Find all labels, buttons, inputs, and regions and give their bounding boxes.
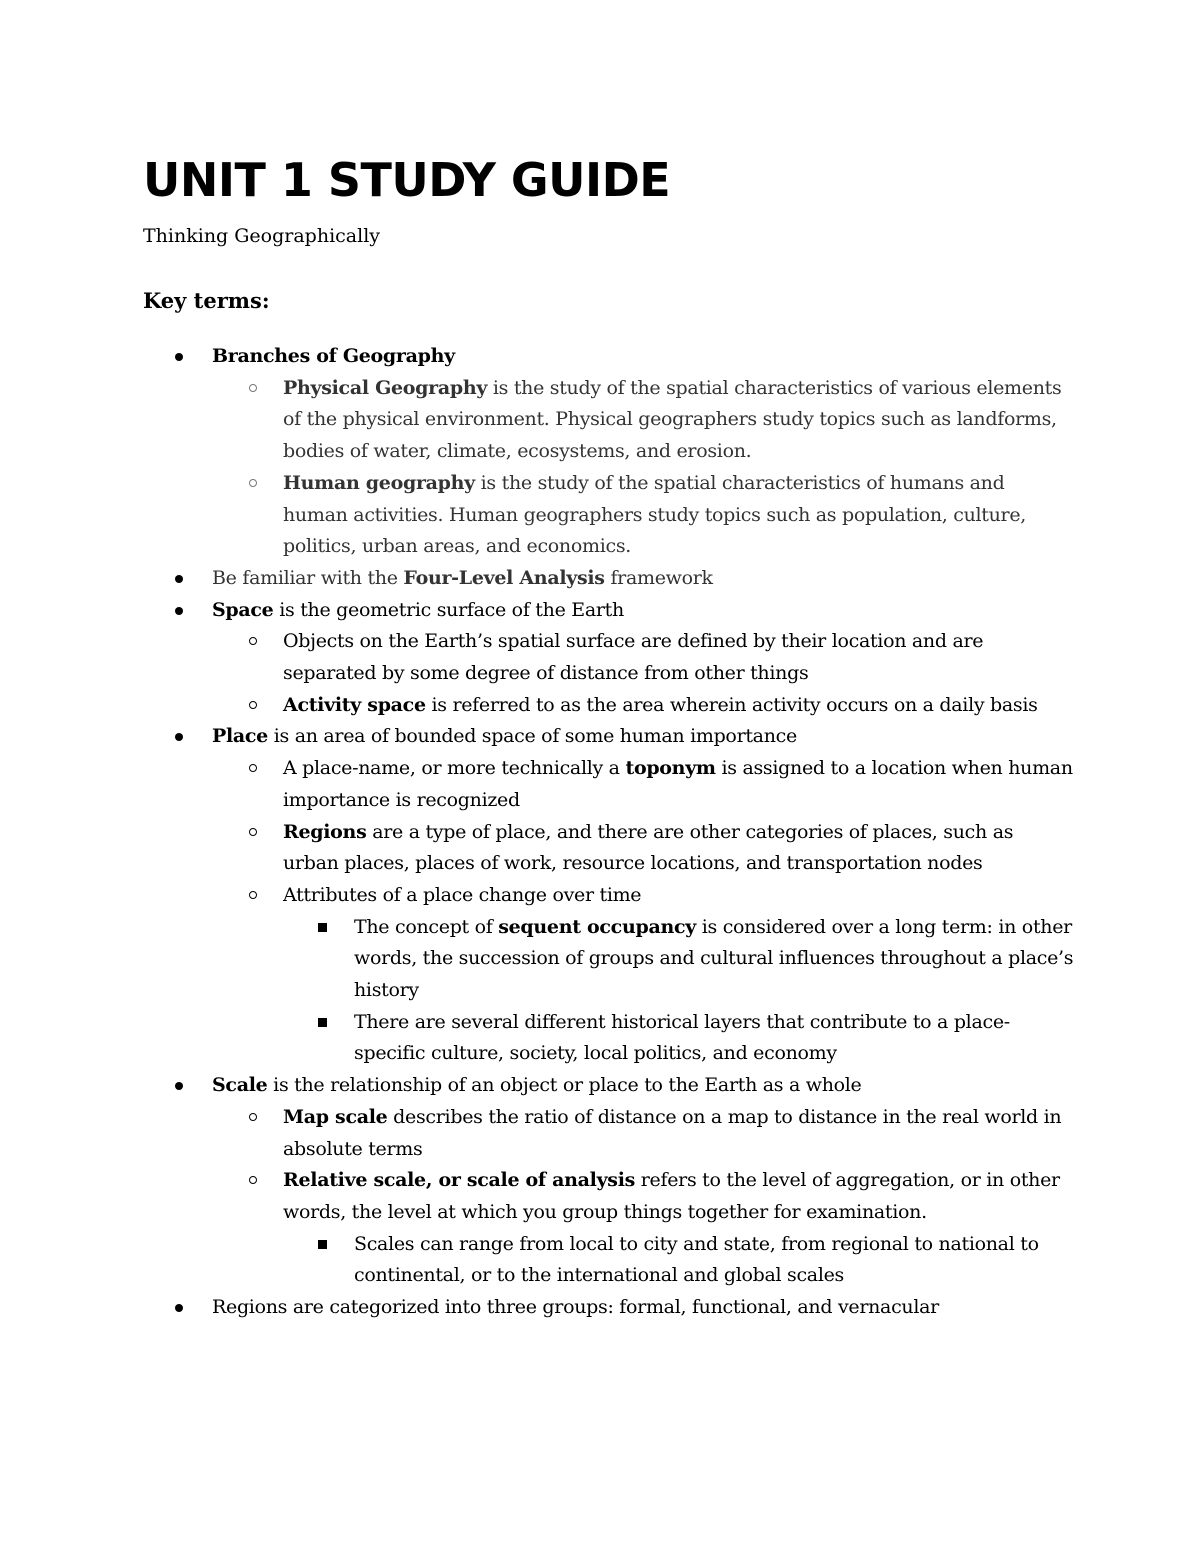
bullet-circle-icon: [249, 891, 257, 899]
toponym-before: A place-name, or more technically a: [283, 757, 626, 780]
place-definition: is an area of bounded space of some human importance: [267, 725, 797, 748]
list-item-scale-range: [354, 1229, 1074, 1292]
term-space: Space: [212, 598, 274, 621]
regions-groups-text: Regions are categorized into three groups: formal, functional, and vernacular: [212, 1296, 939, 1319]
sequent-before: The concept of: [354, 915, 499, 938]
bullet-square-icon: [318, 923, 327, 932]
term-human-geography: Human geography: [283, 471, 475, 494]
term-regions: Regions: [283, 820, 367, 843]
bullet-disc-icon: [175, 607, 183, 615]
bullet-disc-icon: [175, 353, 183, 361]
four-level-after: framework: [604, 566, 713, 589]
list-item-historical-layers: [354, 1007, 1074, 1070]
bullet-circle-icon: [249, 764, 257, 772]
key-terms-outline: [0, 341, 1200, 1324]
key-terms-heading: Key terms:: [143, 288, 270, 313]
list-item-human-geography: [283, 468, 1073, 563]
list-item-activity-space: [283, 690, 1073, 722]
term-activity-space: Activity space: [283, 693, 426, 716]
term-physical-geography: Physical Geography: [283, 376, 488, 399]
list-item-regions: [212, 1292, 1072, 1324]
list-item-attributes: [283, 880, 1073, 912]
term-map-scale: Map scale: [283, 1105, 388, 1128]
historical-layers-text: There are several different historical layers that contribute to a place-specific culture, society, local politics, and economy: [354, 1010, 1010, 1065]
scale-range-text: Scales can range from local to city and state, from regional to national to continental, or to the international and global scales: [354, 1232, 1039, 1287]
list-item-space: [212, 595, 1072, 627]
bullet-square-icon: [318, 1240, 327, 1249]
bullet-disc-icon: [175, 1304, 183, 1312]
toponym-after: is assigned to a location when human importance is recognized: [283, 757, 1073, 811]
bullet-square-icon: [318, 1018, 327, 1027]
term-four-level-analysis: Four-Level Analysis: [403, 566, 605, 589]
list-item-toponym: [283, 753, 1073, 816]
list-item-four-level: [212, 563, 1072, 595]
list-item-scale: [212, 1070, 1072, 1102]
term-branches: Branches of Geography: [212, 345, 455, 367]
term-sequent-occupancy: sequent occupancy: [498, 915, 696, 938]
activity-space-definition: is referred to as the area wherein activity occurs on a daily basis: [425, 693, 1038, 716]
bullet-disc-icon: [175, 733, 183, 741]
list-item-place: [212, 721, 1072, 753]
bullet-circle-icon: [249, 1176, 257, 1184]
bullet-circle-icon: [249, 637, 257, 645]
map-scale-definition: describes the ratio of distance on a map to distance in the real world in absolute terms: [283, 1105, 1062, 1160]
term-relative-scale: Relative scale, or scale of analysis: [283, 1169, 636, 1192]
document-title: UNIT 1 STUDY GUIDE: [143, 153, 671, 207]
relative-scale-definition: refers to the level of aggregation, or in other words, the level at which you group things together for examination.: [283, 1169, 1060, 1223]
document-subtitle: Thinking Geographically: [143, 225, 381, 247]
scale-definition: is the relationship of an object or place to the Earth as a whole: [267, 1074, 862, 1097]
list-item-map-scale: [283, 1102, 1073, 1165]
list-item-branches: [212, 341, 1072, 373]
term-scale: Scale: [212, 1074, 268, 1097]
sequent-after: is considered over a long term: in other words, the succession of groups and cultural influences throughout a place’s history: [354, 915, 1074, 1002]
regions-definition: are a type of place, and there are other categories of places, such as urban places, places of work, resource locations, and transportation nodes: [283, 820, 1014, 875]
list-item-space-objects: [283, 626, 1073, 689]
list-item-sequent-occupancy: [354, 912, 1074, 1007]
bullet-disc-icon: [175, 575, 183, 583]
bullet-circle-icon: [249, 701, 257, 709]
attributes-text: Attributes of a place change over time: [283, 883, 642, 906]
four-level-before: Be familiar with the: [212, 566, 404, 589]
bullet-disc-icon: [175, 1082, 183, 1090]
term-place: Place: [212, 725, 268, 748]
human-geography-definition: is the study of the spatial characteristics of humans and human activities. Human geographers study topics such as population, culture, politics, urban areas, and economics.: [283, 471, 1027, 558]
physical-geography-definition: is the study of the spatial characteristics of various elements of the physical environment. Physical geographers study topics such as landforms, bodies of water, climate, ecosystems, and erosion.: [283, 376, 1062, 463]
bullet-circle-icon: [249, 1113, 257, 1121]
bullet-circle-icon: [249, 479, 257, 487]
list-item-relative-scale: [283, 1165, 1073, 1228]
list-item-physical-geography: [283, 373, 1073, 468]
space-objects-text: Objects on the Earth’s spatial surface are defined by their location and are separated by some degree of distance from other things: [283, 630, 984, 685]
space-definition: is the geometric surface of the Earth: [273, 598, 624, 621]
list-item-regions-place: [283, 817, 1073, 880]
bullet-circle-icon: [249, 828, 257, 836]
bullet-circle-icon: [249, 384, 257, 392]
term-toponym: toponym: [625, 757, 716, 780]
